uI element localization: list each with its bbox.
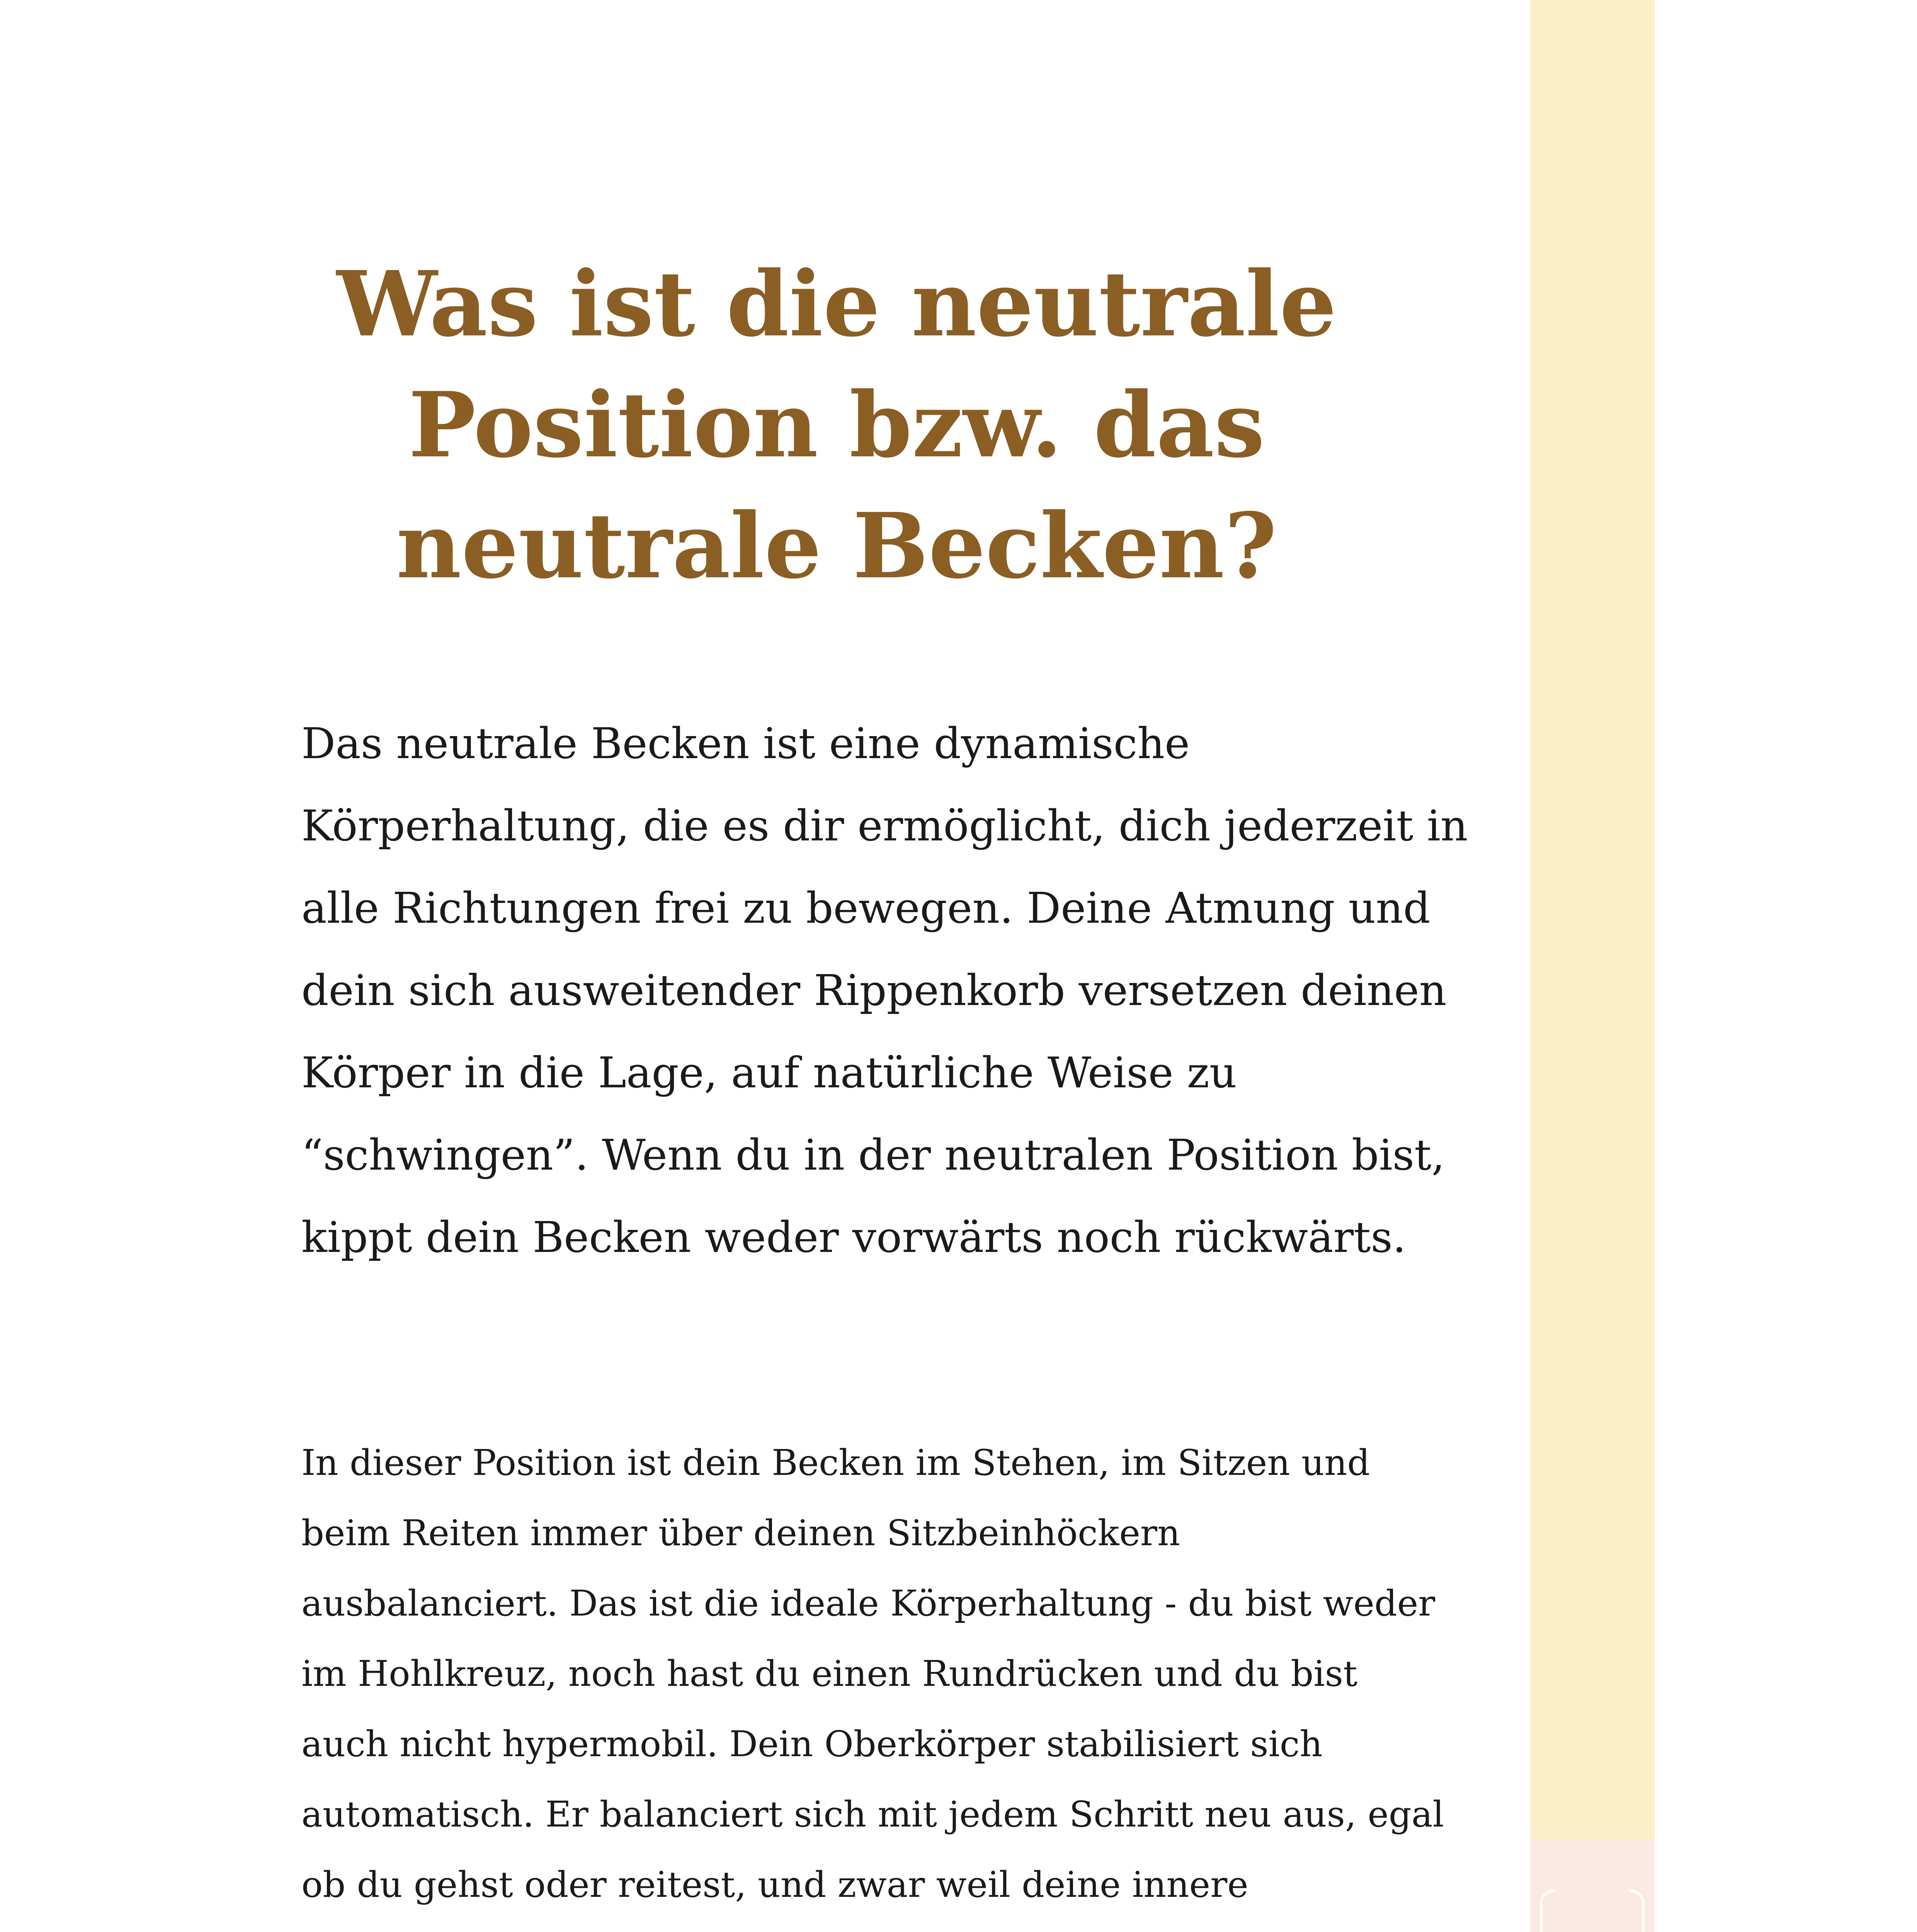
page-number-bracket-left xyxy=(1540,1889,1555,1932)
body-line: auch nicht hypermobil. Dein Oberkörper stabilisiert sich xyxy=(301,1723,1323,1765)
intro-line: kippt dein Becken weder vorwärts noch rückwärts. xyxy=(301,1213,1406,1262)
page-number-bracket-right xyxy=(1630,1889,1645,1932)
intro-paragraph xyxy=(301,702,1468,1279)
intro-line: Körperhaltung, die es dir ermöglicht, dich jederzeit in xyxy=(301,801,1468,850)
title-line: Position bzw. das xyxy=(408,372,1265,478)
title-line: Was ist die neutrale xyxy=(337,251,1337,357)
side-strip xyxy=(1530,0,1655,1932)
body-paragraph xyxy=(301,1428,1444,1932)
title-line: neutrale Becken? xyxy=(396,493,1277,599)
body-line: In dieser Position ist dein Becken im Stehen, im Sitzen und xyxy=(301,1442,1370,1483)
body-line: ob du gehst oder reitest, und zwar weil deine innere xyxy=(301,1864,1249,1905)
body-line: automatisch. Er balanciert sich mit jedem Schritt neu aus, egal xyxy=(301,1794,1444,1835)
body-line: ausbalanciert. Das ist die ideale Körperhaltung - du bist weder xyxy=(301,1583,1436,1624)
intro-line: Körper in die Lage, auf natürliche Weise zu xyxy=(301,1048,1237,1097)
page-title xyxy=(247,243,1426,606)
body-line xyxy=(301,1920,1414,1932)
intro-line: alle Richtungen frei zu bewegen. Deine Atmung und xyxy=(301,883,1431,933)
body-line: im Hohlkreuz, noch hast du einen Rundrücken und du bist xyxy=(301,1653,1357,1694)
intro-line: dein sich ausweitender Rippenkorb versetzen deinen xyxy=(301,966,1447,1015)
body-line: beim Reiten immer über deinen Sitzbeinhöckern xyxy=(301,1512,1180,1554)
intro-line: “schwingen”. Wenn du in der neutralen Position bist, xyxy=(301,1130,1445,1180)
intro-line: Das neutrale Becken ist eine dynamische xyxy=(301,719,1190,768)
